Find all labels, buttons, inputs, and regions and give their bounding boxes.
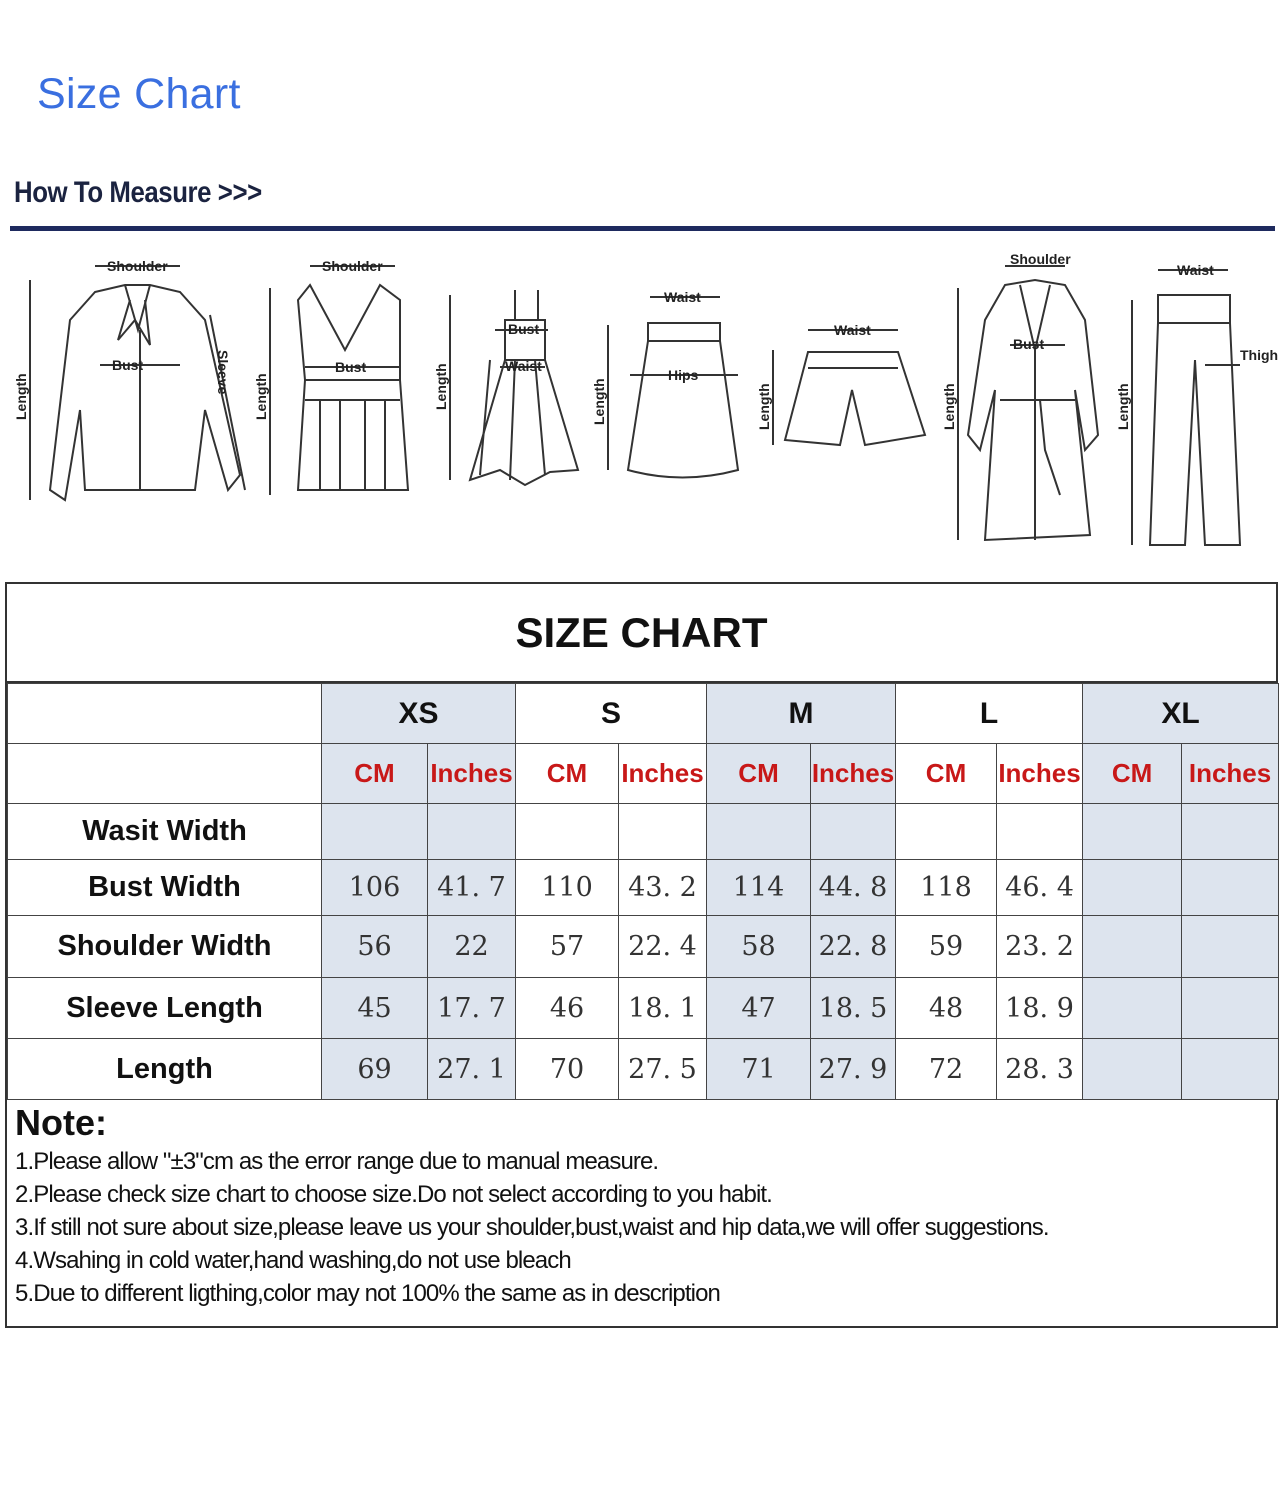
unit-cm-label: CM bbox=[1111, 758, 1153, 788]
value-cell bbox=[1182, 978, 1279, 1039]
note-line: 3.If still not sure about size,please leave us your shoulder,bust,waist and hip data,we will offer suggestions. bbox=[15, 1214, 1049, 1241]
value-cell bbox=[428, 804, 516, 860]
value-cell bbox=[1083, 804, 1182, 860]
size-chart-title: SIZE CHART bbox=[7, 584, 1276, 683]
size-table bbox=[7, 683, 1279, 1100]
svg-text:Shoulder: Shoulder bbox=[107, 258, 168, 274]
svg-text:Waist: Waist bbox=[505, 358, 542, 374]
size-chart-table bbox=[5, 582, 1278, 1328]
size-header-row bbox=[8, 684, 1279, 744]
size-l-header: L bbox=[896, 684, 1083, 744]
value-cell bbox=[1182, 1039, 1279, 1100]
table-row bbox=[8, 1039, 1279, 1100]
value-cell bbox=[896, 804, 997, 860]
svg-text:Shoulder: Shoulder bbox=[1010, 251, 1071, 267]
svg-text:Length: Length bbox=[253, 373, 269, 420]
note-line: 4.Wsahing in cold water,hand washing,do not use bleach bbox=[15, 1247, 571, 1274]
svg-text:Bust: Bust bbox=[1013, 336, 1045, 352]
row-label: Bust Width bbox=[8, 860, 322, 916]
empty-header-cell bbox=[8, 684, 322, 744]
row-label: Sleeve Length bbox=[8, 978, 322, 1039]
table-row bbox=[8, 860, 1279, 916]
pants-illustration bbox=[1132, 270, 1240, 545]
note-line: 2.Please check size chart to choose size.Do not select according to you habit. bbox=[15, 1181, 772, 1208]
svg-text:Length: Length bbox=[1115, 383, 1131, 430]
svg-text:Bust: Bust bbox=[335, 359, 367, 375]
unit-header-row bbox=[8, 744, 1279, 804]
row-label: Wasit Width bbox=[8, 804, 322, 860]
value-cell: 72 bbox=[896, 1039, 997, 1100]
value-cell: 41. 7 bbox=[428, 860, 516, 916]
value-cell: 18. 5 bbox=[811, 978, 896, 1039]
svg-text:Bust: Bust bbox=[508, 321, 540, 337]
value-cell: 27. 9 bbox=[811, 1039, 896, 1100]
value-cell: 22 bbox=[428, 916, 516, 978]
value-cell: 18. 1 bbox=[619, 978, 707, 1039]
table-row bbox=[8, 804, 1279, 860]
skirt-illustration bbox=[608, 297, 738, 478]
value-cell bbox=[997, 804, 1083, 860]
value-cell: 22. 8 bbox=[811, 916, 896, 978]
value-cell: 27. 5 bbox=[619, 1039, 707, 1100]
garment-drawings bbox=[0, 240, 1284, 570]
value-cell: 17. 7 bbox=[428, 978, 516, 1039]
row-label: Length bbox=[8, 1039, 322, 1100]
value-cell: 70 bbox=[516, 1039, 619, 1100]
value-cell bbox=[707, 804, 811, 860]
svg-text:Waist: Waist bbox=[664, 289, 701, 305]
value-cell: 28. 3 bbox=[997, 1039, 1083, 1100]
value-cell: 22. 4 bbox=[619, 916, 707, 978]
unit-cm-label: CM bbox=[738, 758, 779, 788]
svg-text:Sleeve: Sleeve bbox=[215, 350, 231, 395]
svg-text:Length: Length bbox=[591, 378, 607, 425]
value-cell: 59 bbox=[896, 916, 997, 978]
note-line: 5.Due to different ligthing,color may not 100% the same as in description bbox=[15, 1280, 720, 1307]
heading-divider bbox=[10, 226, 1275, 231]
value-cell: 44. 8 bbox=[811, 860, 896, 916]
size-xl-header: XL bbox=[1083, 684, 1279, 744]
svg-text:Bust: Bust bbox=[112, 357, 144, 373]
value-cell bbox=[1182, 860, 1279, 916]
size-m-header: M bbox=[707, 684, 896, 744]
table-row bbox=[8, 978, 1279, 1039]
value-cell: 110 bbox=[516, 860, 619, 916]
value-cell: 118 bbox=[896, 860, 997, 916]
value-cell bbox=[1182, 804, 1279, 860]
value-cell: 57 bbox=[516, 916, 619, 978]
unit-cm-label: CM bbox=[546, 758, 588, 788]
value-cell bbox=[516, 804, 619, 860]
value-cell bbox=[619, 804, 707, 860]
notes-section bbox=[7, 1097, 1276, 1310]
value-cell: 71 bbox=[707, 1039, 811, 1100]
value-cell: 47 bbox=[707, 978, 811, 1039]
unit-inches-label: Inches bbox=[621, 758, 704, 788]
value-cell bbox=[1083, 1039, 1182, 1100]
svg-text:Thigh: Thigh bbox=[1240, 347, 1279, 363]
measurement-illustrations bbox=[0, 240, 1284, 570]
svg-text:Length: Length bbox=[941, 383, 957, 430]
unit-inches-label: Inches bbox=[430, 758, 513, 788]
measurement-labels bbox=[13, 251, 1278, 430]
size-s-header: S bbox=[516, 684, 707, 744]
unit-inches-label: Inches bbox=[811, 758, 895, 788]
value-cell: 23. 2 bbox=[997, 916, 1083, 978]
size-xs-header: XS bbox=[322, 684, 516, 744]
value-cell bbox=[1182, 916, 1279, 978]
value-cell: 45 bbox=[322, 978, 428, 1039]
value-cell bbox=[1083, 978, 1182, 1039]
unit-cm-label: CM bbox=[354, 758, 395, 788]
svg-text:Waist: Waist bbox=[834, 322, 871, 338]
unit-inches-label: Inches bbox=[998, 758, 1081, 788]
notes-title: Note: bbox=[15, 1102, 107, 1143]
empty-unit-cell bbox=[8, 744, 322, 804]
svg-text:Shoulder: Shoulder bbox=[322, 258, 383, 274]
row-label: Shoulder Width bbox=[8, 916, 322, 978]
value-cell: 69 bbox=[322, 1039, 428, 1100]
value-cell: 43. 2 bbox=[619, 860, 707, 916]
page-title: Size Chart bbox=[37, 70, 241, 118]
value-cell bbox=[1083, 860, 1182, 916]
value-cell: 56 bbox=[322, 916, 428, 978]
note-line: 1.Please allow "±3"cm as the error range due to manual measure. bbox=[15, 1148, 659, 1175]
svg-text:Length: Length bbox=[756, 383, 772, 430]
svg-text:Hips: Hips bbox=[668, 367, 699, 383]
table-row bbox=[8, 916, 1279, 978]
blouse-illustration bbox=[30, 266, 245, 500]
value-cell: 106 bbox=[322, 860, 428, 916]
how-to-measure-heading: How To Measure >>> bbox=[14, 176, 262, 209]
svg-text:Waist: Waist bbox=[1177, 262, 1214, 278]
value-cell: 48 bbox=[896, 978, 997, 1039]
shorts-illustration bbox=[773, 330, 925, 445]
value-cell bbox=[322, 804, 428, 860]
value-cell: 46. 4 bbox=[997, 860, 1083, 916]
svg-text:Length: Length bbox=[13, 373, 29, 420]
svg-text:Length: Length bbox=[433, 363, 449, 410]
value-cell: 46 bbox=[516, 978, 619, 1039]
value-cell: 114 bbox=[707, 860, 811, 916]
dress-illustration bbox=[450, 290, 578, 485]
unit-cm-label: CM bbox=[925, 758, 967, 788]
coat-illustration bbox=[958, 266, 1098, 540]
unit-inches-label: Inches bbox=[1188, 758, 1272, 788]
value-cell bbox=[1083, 916, 1182, 978]
value-cell bbox=[811, 804, 896, 860]
value-cell: 27. 1 bbox=[428, 1039, 516, 1100]
value-cell: 58 bbox=[707, 916, 811, 978]
vest-illustration bbox=[270, 266, 408, 495]
value-cell: 18. 9 bbox=[997, 978, 1083, 1039]
